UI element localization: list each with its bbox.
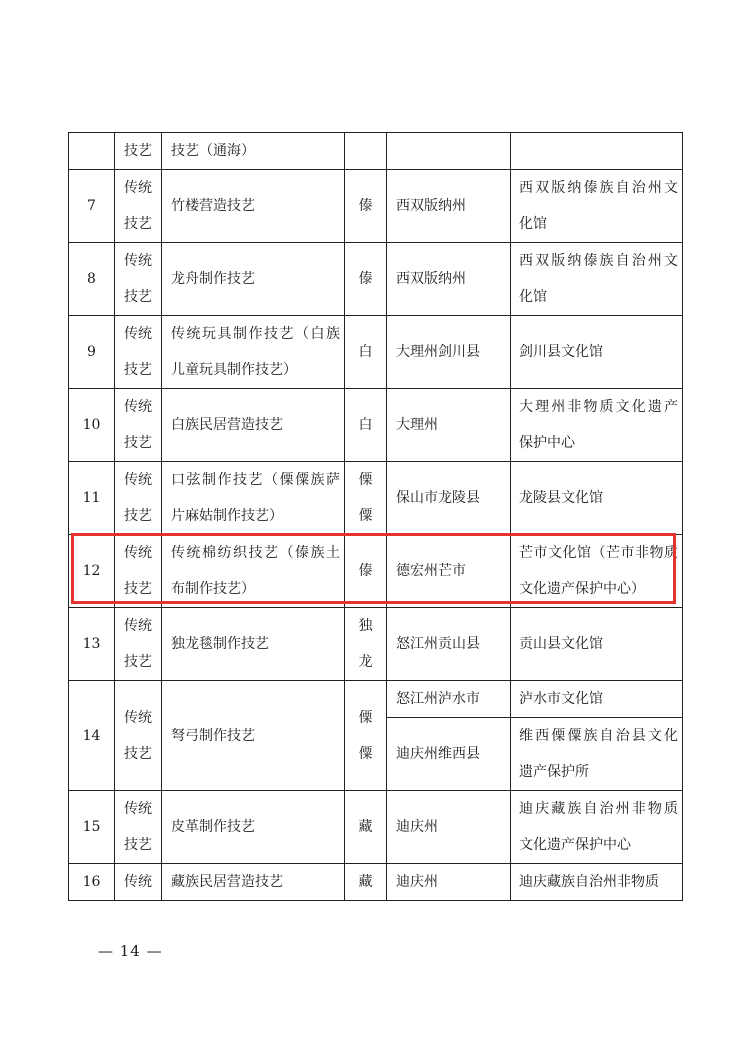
row-number: 7: [69, 170, 115, 243]
item-name-cell-line: 布制作技艺）: [171, 581, 255, 597]
category-cell: [115, 170, 162, 243]
category-cell: [115, 864, 162, 901]
category-cell: [115, 133, 162, 170]
region-cell: [387, 718, 511, 791]
item-name-cell: [162, 864, 345, 901]
unit-cell-line: 迪庆藏族自治州非物质: [519, 801, 678, 817]
table-row: [69, 681, 683, 718]
table-row: [69, 608, 683, 681]
ethnicity-cell-line: 僳: [358, 745, 373, 762]
item-name-cell: [162, 462, 345, 535]
category-cell-line: 传统: [124, 253, 152, 269]
item-name-cell-line: 独龙毯制作技艺: [171, 636, 269, 652]
unit-cell-line: 遗产保护所: [519, 764, 589, 780]
category-cell-line: 技艺: [124, 745, 152, 762]
unit-cell-line: 迪庆藏族自治州非物质: [519, 874, 659, 890]
category-cell-line: 技艺: [124, 435, 152, 451]
region-cell: [387, 462, 511, 535]
unit-cell: [511, 316, 683, 389]
region-cell-line: 大理州: [396, 417, 438, 433]
category-cell: [115, 791, 162, 864]
category-cell: [115, 535, 162, 608]
ethnicity-cell-line: 藏: [358, 819, 373, 835]
region-cell: [387, 170, 511, 243]
page-number: — 14 —: [98, 942, 163, 960]
ethnicity-cell-line: 龙: [358, 654, 373, 670]
table-row: [69, 791, 683, 864]
ethnicity-cell-line: 傣: [358, 563, 373, 579]
category-cell: [115, 462, 162, 535]
unit-cell: [511, 133, 683, 170]
unit-cell-line: 化馆: [519, 216, 547, 232]
item-name-cell-line: 龙舟制作技艺: [171, 271, 255, 287]
item-name-cell-line: 竹楼营造技艺: [171, 198, 255, 214]
category-cell-line: 技艺: [124, 216, 152, 232]
region-cell: [387, 133, 511, 170]
region-cell: [387, 608, 511, 681]
unit-cell: [511, 608, 683, 681]
category-cell-line: 技艺: [124, 654, 152, 670]
item-name-cell-line: 口弦制作技艺（傈僳族萨: [171, 472, 340, 488]
unit-cell: [511, 718, 683, 791]
ethnicity-cell: [345, 535, 387, 608]
ethnicity-cell: [345, 133, 387, 170]
region-cell: [387, 864, 511, 901]
unit-cell-line: 文化遗产保护中心）: [519, 581, 645, 597]
ethnicity-cell: [345, 243, 387, 316]
row-number: 12: [69, 535, 115, 608]
unit-cell-line: 西双版纳傣族自治州文: [519, 253, 678, 269]
region-cell-line: 怒江州贡山县: [396, 636, 480, 652]
category-cell-line: 传统: [124, 801, 152, 817]
table-row: [69, 462, 683, 535]
item-name-cell-line: 儿童玩具制作技艺）: [171, 362, 297, 378]
category-cell-line: 传统: [124, 326, 152, 342]
category-cell-line: 技艺: [124, 143, 152, 159]
item-name-cell-line: 传统玩具制作技艺（白族: [171, 326, 340, 342]
region-cell-line: 保山市龙陵县: [396, 490, 480, 506]
item-name-cell: [162, 243, 345, 316]
unit-cell: [511, 864, 683, 901]
region-cell: [387, 316, 511, 389]
item-name-cell-line: 藏族民居营造技艺: [171, 874, 283, 890]
category-cell-line: 传统: [124, 545, 152, 561]
region-cell-line: 迪庆州维西县: [396, 746, 480, 762]
category-cell: [115, 316, 162, 389]
item-name-cell-line: 传统棉纺织技艺（傣族土: [171, 545, 340, 561]
ethnicity-cell-line: 白: [358, 344, 373, 360]
unit-cell-line: 泸水市文化馆: [519, 691, 603, 707]
category-cell: [115, 608, 162, 681]
region-cell-line: 怒江州泸水市: [396, 691, 480, 707]
ethnicity-cell: [345, 170, 387, 243]
unit-cell-line: 芒市文化馆（芒市非物质: [519, 545, 678, 561]
item-name-cell-line: 白族民居营造技艺: [171, 417, 283, 433]
item-name-cell: [162, 389, 345, 462]
item-name-cell-line: 片麻姑制作技艺）: [171, 508, 283, 524]
unit-cell-line: 文化遗产保护中心: [519, 837, 631, 853]
ethnicity-cell: [345, 462, 387, 535]
category-cell-line: 技艺: [124, 837, 152, 853]
item-name-cell-line: 皮革制作技艺: [171, 819, 255, 835]
category-cell-line: 传统: [124, 618, 152, 634]
ethnicity-cell-line: 藏: [358, 874, 373, 890]
row-number: 10: [69, 389, 115, 462]
ethnicity-cell: [345, 864, 387, 901]
row-number: 14: [69, 681, 115, 791]
category-cell: [115, 243, 162, 316]
unit-cell: [511, 681, 683, 718]
region-cell: [387, 791, 511, 864]
unit-cell-line: 西双版纳傣族自治州文: [519, 180, 678, 196]
region-cell-line: 西双版纳州: [396, 271, 466, 287]
table-row: [69, 243, 683, 316]
row-number: 9: [69, 316, 115, 389]
region-cell: [387, 243, 511, 316]
ethnicity-cell: [345, 389, 387, 462]
category-cell-line: 传统: [124, 399, 152, 415]
category-cell-line: 技艺: [124, 508, 152, 524]
region-cell-line: 大理州剑川县: [396, 344, 480, 360]
category-cell-line: 传统: [124, 874, 152, 890]
row-number: 13: [69, 608, 115, 681]
ethnicity-cell-line: 傈: [358, 472, 373, 488]
ethnicity-cell: [345, 608, 387, 681]
unit-cell: [511, 462, 683, 535]
heritage-table: [68, 132, 683, 901]
item-name-cell: [162, 535, 345, 608]
category-cell-line: 技艺: [124, 581, 152, 597]
unit-cell-line: 保护中心: [519, 435, 575, 451]
row-number: [69, 133, 115, 170]
item-name-cell-line: 技艺（通海）: [171, 143, 255, 159]
table-row: [69, 170, 683, 243]
category-cell-line: 传统: [124, 180, 152, 196]
unit-cell-line: 化馆: [519, 289, 547, 305]
category-cell-line: 技艺: [124, 289, 152, 305]
region-cell: [387, 389, 511, 462]
unit-cell-line: 剑川县文化馆: [519, 344, 603, 360]
ethnicity-cell-line: 僳: [358, 508, 373, 524]
item-name-cell: [162, 170, 345, 243]
row-number: 11: [69, 462, 115, 535]
region-cell-line: 西双版纳州: [396, 198, 466, 214]
item-name-cell: [162, 316, 345, 389]
ethnicity-cell-line: 傣: [358, 198, 373, 214]
ethnicity-cell: [345, 681, 387, 791]
category-cell-line: 技艺: [124, 362, 152, 378]
category-cell: [115, 389, 162, 462]
item-name-cell: [162, 608, 345, 681]
item-name-cell: [162, 133, 345, 170]
table-row: [69, 316, 683, 389]
unit-cell: [511, 389, 683, 462]
unit-cell: [511, 243, 683, 316]
ethnicity-cell: [345, 791, 387, 864]
category-cell-line: 传统: [124, 709, 152, 726]
unit-cell: [511, 535, 683, 608]
unit-cell: [511, 791, 683, 864]
ethnicity-cell-line: 傣: [358, 271, 373, 287]
table-row: [69, 389, 683, 462]
row-number: 8: [69, 243, 115, 316]
ethnicity-cell: [345, 316, 387, 389]
item-name-cell-line: 弩弓制作技艺: [171, 727, 255, 744]
table-row: [69, 133, 683, 170]
unit-cell-line: 维西傈僳族自治县文化: [519, 728, 678, 744]
category-cell-line: 传统: [124, 472, 152, 488]
ethnicity-cell-line: 独: [358, 618, 373, 634]
unit-cell-line: 大理州非物质文化遗产: [519, 399, 678, 415]
category-cell: [115, 681, 162, 791]
row-number: 15: [69, 791, 115, 864]
table-row: [69, 535, 683, 608]
unit-cell: [511, 170, 683, 243]
unit-cell-line: 贡山县文化馆: [519, 636, 603, 652]
item-name-cell: [162, 681, 345, 791]
ethnicity-cell-line: 白: [358, 417, 373, 433]
region-cell-line: 迪庆州: [396, 874, 438, 890]
region-cell: [387, 535, 511, 608]
region-cell-line: 迪庆州: [396, 819, 438, 835]
row-number: 16: [69, 864, 115, 901]
item-name-cell: [162, 791, 345, 864]
unit-cell-line: 龙陵县文化馆: [519, 490, 603, 506]
region-cell-line: 德宏州芒市: [396, 563, 466, 579]
region-cell: [387, 681, 511, 718]
table-row: [69, 864, 683, 901]
ethnicity-cell-line: 傈: [358, 709, 373, 726]
